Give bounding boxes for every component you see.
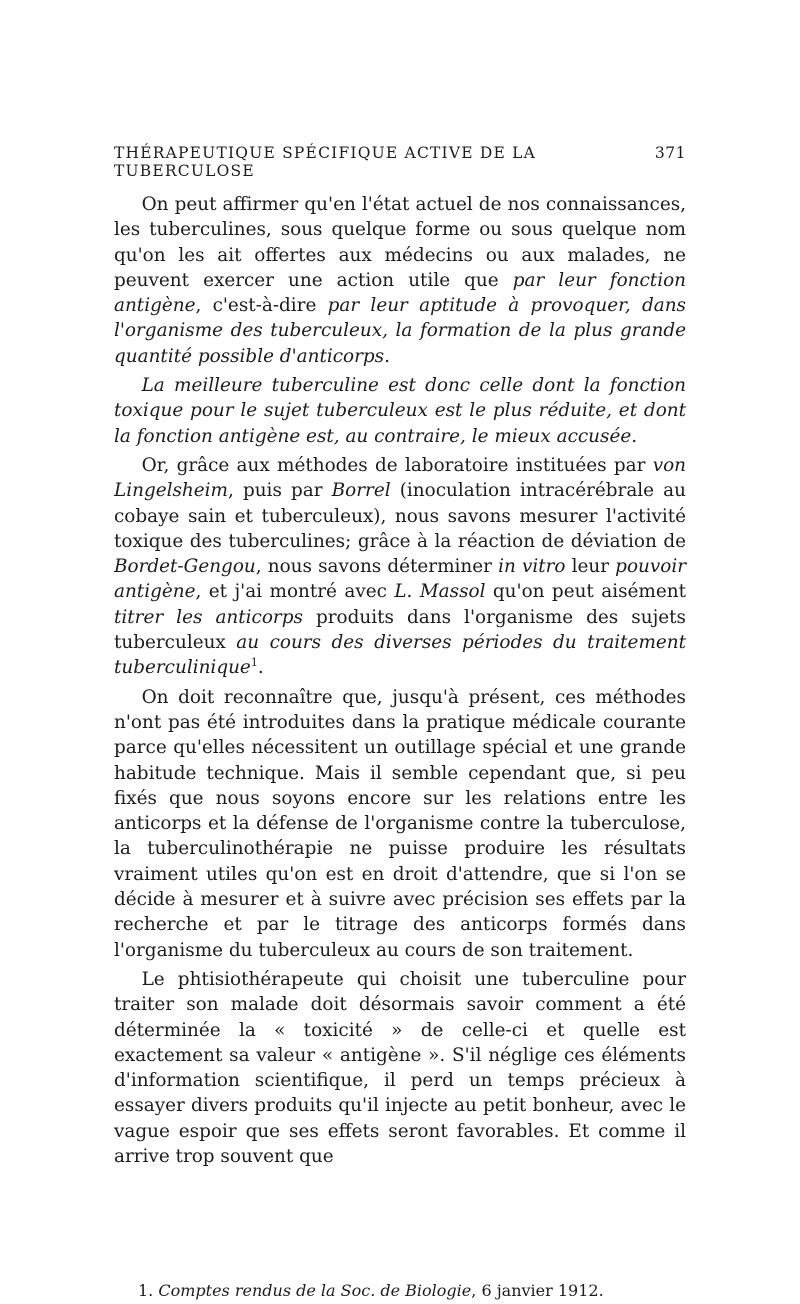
paragraph-4: On doit reconnaître que, jusqu'à présent, ces méthodes n'ont pas été introduites dans la pratique médicale courante parce qu'elles nécessitent un outillage spécial et une grande habitude technique. Mais il semble cependant que, si peu fixés que nous soyons encore sur les relations entre les anticorps et la défense de l'organisme contre la tuberculose, la tuberculinothérapie ne puisse produire les résultats vraiment utiles qu'on est en droit d'attendre, que si l'on se décide à mesurer et à suivre avec précision ses effets par la recherche et par le titrage des anticorps formés dans l'organisme du tuberculeux au cours de son traitement. [114,686,686,961]
book-page [114,144,686,1300]
running-head-title: THÉRAPEUTIQUE SPÉCIFIQUE ACTIVE DE LA TUBERCULOSE [114,144,537,180]
page-number: 371 [654,144,686,162]
footnote [114,1278,686,1303]
footnote-date: , 6 janvier 1912. [471,1281,604,1300]
paragraph-2: La meilleure tuberculine est donc celle dont la fonction toxique pour le sujet tuberculeux est le plus réduite, et dont la fonction antigène est, au contraire, le mieux accusée. [114,375,686,447]
running-head [114,144,686,180]
footnote-marker: 1 [250,656,258,670]
paragraph-5: Le phtisiothérapeute qui choisit une tuberculine pour traiter son malade doit désormais savoir comment a été déterminée la « toxicité » de celle-ci et quelle est exactement sa valeur « antigène ». S'il néglige ces éléments d'information scientifique, il perd un temps précieux à essayer divers produits qu'il injecte au petit bonheur, avec le vague espoir que ses effets seront favorables. Et comme il arrive trop souvent que [114,968,686,1167]
footnote-source: Comptes rendus de la Soc. de Biologie [158,1281,472,1300]
paragraph-3: Or, grâce aux méthodes de laboratoire instituées par von Lingelsheim, puis par Borrel (inoculation intracérébrale au cobaye sain et tuberculeux), nous savons mesurer l'activité toxique des tuberculines; grâce à la réaction de déviation de Bordet-Gengou, nous savons déterminer in vitro leur pouvoir antigène, et j'ai montré avec L. Massol qu'on peut aisément titrer les anticorps produits dans l'organisme des sujets tuberculeux au cours des diverses périodes du traitement tuberculinique$^1$. [114,454,686,679]
footnote-number: 1. [138,1281,154,1300]
paragraph-1: On peut affirmer qu'en l'état actuel de nos connaissances, les tuberculines, sous quelque forme ou sous quelque nom qu'on les ait offertes aux médecins ou aux malades, ne peuvent exercer une action utile que par leur fonction antigène, c'est-à-dire par leur aptitude à provoquer, dans l'organisme des tuberculeux, la formation de la plus grande quantité possible d'anticorps. [114,194,686,367]
